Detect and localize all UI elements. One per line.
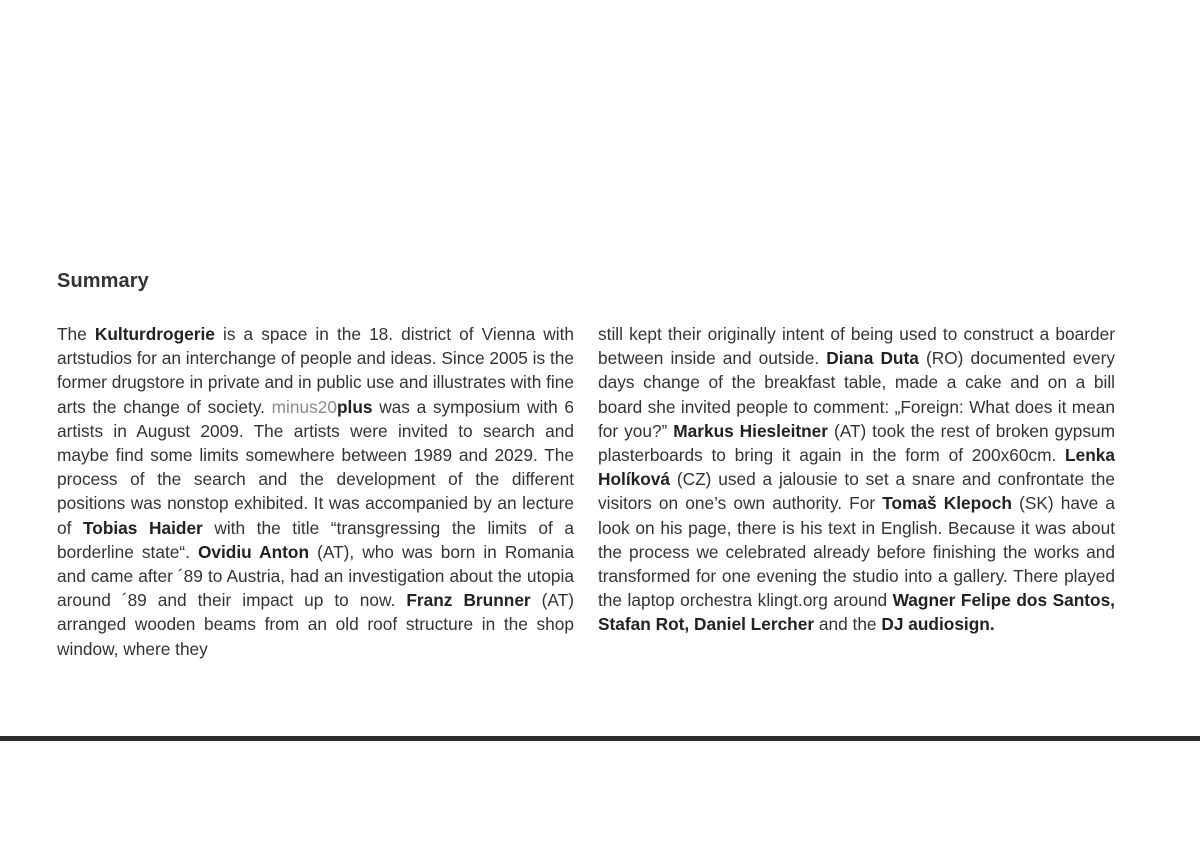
name-franz-brunner: Franz Brunner — [406, 590, 531, 611]
text-segment: (AT) took the rest of broken gypsum plasterboards to bring it again in the form of 200x60cm. — [598, 420, 1115, 466]
text-segment: and the — [814, 614, 882, 635]
summary-column-right — [598, 322, 1115, 637]
project-name-minus20: minus20 — [271, 396, 337, 417]
name-lenka-holikova: Lenka Holíková — [598, 445, 1115, 490]
text-segment: (RO) documented every days change of the breakfast table, made a cake and on a bill board she invited people to comment: „Foreign: What does it mean for you?” — [598, 348, 1115, 441]
name-diana-duta: Diana Duta — [826, 348, 919, 369]
text-segment: (CZ) used a jalousie to set a snare and confrontate the visitors on one’s own authority. For — [598, 469, 1115, 514]
text-segment: (AT) arranged wooden beams from an old roof structure in the shop window, where they — [57, 590, 574, 659]
page-heading: Summary — [57, 270, 149, 292]
text-segment: The — [57, 324, 95, 344]
text-segment: is a space in the 18. district of Vienna with artstudios for an interchange of people and ideas. Since 2005 is the former drugstore in private and in public use and illustrates with fine arts the change of society. — [57, 324, 574, 417]
name-laptop-orchestra-members: Wagner Felipe dos Santos, Stafan Rot, Daniel Lercher — [598, 590, 1115, 635]
text-segment: (AT), who was born in Romania and came after ´89 to Austria, had an investigation about the utopia around ´89 and their impact up to now. — [57, 541, 574, 611]
summary-column-left — [57, 322, 574, 661]
name-markus-hiesleitner: Markus Hiesleitner — [673, 420, 829, 441]
name-kulturdrogerie: Kulturdrogerie — [94, 324, 215, 344]
name-dj-audiosign: DJ audiosign. — [881, 614, 995, 635]
name-tobias-haider: Tobias Haider — [83, 517, 203, 538]
text-segment: with the title “transgressing the limits of a borderline state“. — [57, 517, 574, 562]
name-tomas-klepoch: Tomaš Klepoch — [882, 493, 1012, 514]
name-ovidiu-anton: Ovidiu Anton — [197, 541, 310, 562]
text-segment: was a symposium with 6 artists in August 2009. The artists were invited to search and maybe find some limits somewhere between 1989 and 2029. The process of the search and the development of the different positions was nonstop exhibited. It was accompanied by an lecture of — [57, 396, 574, 538]
text-segment: still kept their originally intent of being used to construct a boarder between inside and outside. — [598, 324, 1115, 369]
text-segment: (SK) have a look on his page, there is his text in English. Because it was about the process we celebrated already before finishing the works and transformed for one evening the studio into a gallery. There played the laptop orchestra klingt.org around — [598, 493, 1115, 611]
project-name-plus: plus — [336, 396, 373, 417]
footer-rule — [0, 736, 1200, 741]
